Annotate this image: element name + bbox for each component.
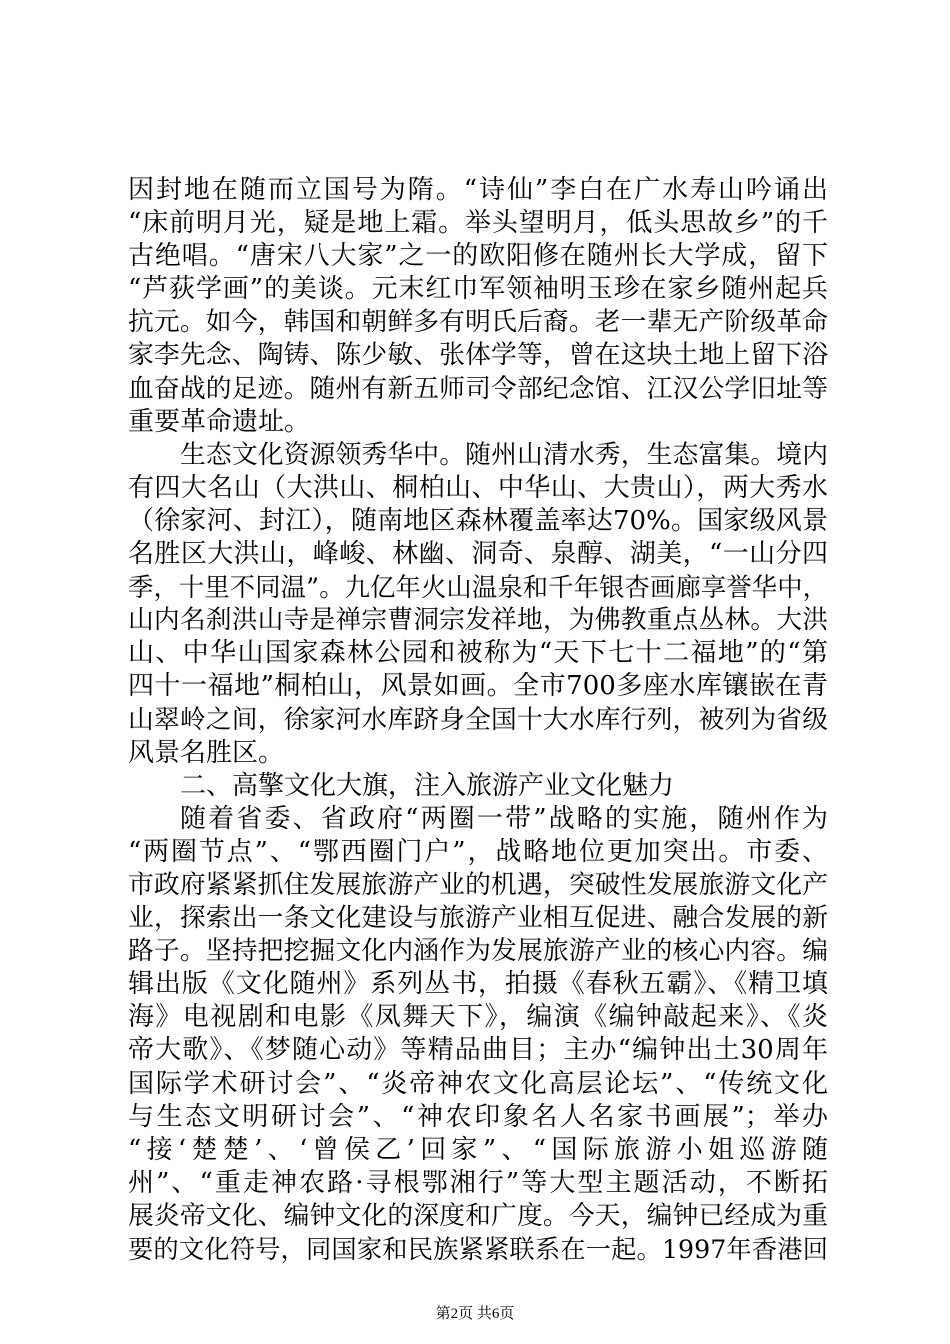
text-line: 业，探索出一条文化建设与旅游产业相互促进、融合发展的新 bbox=[128, 903, 828, 934]
text-line: 要的文化符号，同国家和民族紧紧联系在一起。1997年香港回 bbox=[128, 1235, 828, 1264]
text-line: 州”、“重走神农路·寻根鄂湘行”等大型主题活动，不断拓 bbox=[128, 1167, 828, 1198]
text-line: 山内名刹洪山寺是禅宗曹洞宗发祥地，为佛教重点丛林。大洪 bbox=[128, 605, 828, 636]
paragraph-start-line: 随着省委、省政府“两圈一带”战略的实施，随州作为 bbox=[180, 803, 828, 834]
text-line: 因封地在随而立国号为隋。“诗仙”李白在广水寿山吟诵出 bbox=[128, 175, 828, 205]
body-text bbox=[128, 174, 828, 1266]
text-line: 重要革命遗址。 bbox=[128, 406, 311, 437]
text-line: 抗元。如今，韩国和朝鲜多有明氏后裔。老一辈无产阶级革命 bbox=[128, 307, 828, 338]
text-line: 山翠岭之间，徐家河水库跻身全国十大水库行列，被列为省级 bbox=[128, 704, 828, 735]
text-line: 国际学术研讨会”、“炎帝神农文化高层论坛”、“传统文化 bbox=[128, 1068, 828, 1099]
page-number-footer: 第2页 共6页 bbox=[435, 1306, 515, 1322]
text-line: 古绝唱。“唐宋八大家”之一的欧阳修在随州长大学成，留下 bbox=[128, 241, 828, 272]
text-line: 风景名胜区。 bbox=[128, 737, 285, 768]
text-line: 山、中华山国家森林公园和被称为“天下七十二福地”的“第 bbox=[128, 638, 828, 669]
text-line: 四十一福地”桐柏山，风景如画。全市700多座水库镶嵌在青 bbox=[128, 671, 828, 702]
text-line: 季，十里不同温”。九亿年火山温泉和千年银杏画廊享誉华中， bbox=[128, 572, 828, 603]
text-line: 市政府紧紧抓住发展旅游产业的机遇，突破性发展旅游文化产 bbox=[128, 869, 828, 900]
text-line: 展炎帝文化、编钟文化的深度和广度。今天，编钟已经成为重 bbox=[128, 1200, 828, 1231]
text-line: 有四大名山（大洪山、桐柏山、中华山、大贵山），两大秀水 bbox=[128, 472, 828, 503]
text-line: “床前明月光，疑是地上霜。举头望明月，低头思故乡”的千 bbox=[128, 208, 828, 239]
paragraph-start-line: 生态文化资源领秀华中。随州山清水秀，生态富集。境内 bbox=[180, 439, 828, 470]
text-line: “接‘楚楚’、‘曾侯乙’回家”、“国际旅游小姐巡游随 bbox=[128, 1134, 828, 1165]
text-line: 家李先念、陶铸、陈少敏、张体学等，曾在这块土地上留下浴 bbox=[128, 340, 828, 371]
text-line: 血奋战的足迹。随州有新五师司令部纪念馆、江汉公学旧址等 bbox=[128, 373, 828, 404]
section-heading: 二、高擎文化大旗，注入旅游产业文化魅力 bbox=[180, 770, 675, 801]
text-line: 帝大歌》、《梦随心动》等精品曲目；主办“编钟出土30周年 bbox=[128, 1035, 828, 1066]
text-line: （徐家河、封江），随南地区森林覆盖率达70%。国家级风景 bbox=[128, 505, 828, 536]
text-line: 名胜区大洪山，峰峻、林幽、洞奇、泉醇、湖美，“一山分四 bbox=[128, 539, 828, 570]
text-line: 海》电视剧和电影《凤舞天下》，编演《编钟敲起来》、《炎 bbox=[128, 1002, 828, 1033]
text-line: 辑出版《文化随州》系列丛书，拍摄《春秋五霸》、《精卫填 bbox=[128, 969, 828, 1000]
text-line: “芦荻学画”的美谈。元末红巾军领袖明玉珍在家乡随州起兵 bbox=[128, 274, 828, 305]
text-line: “两圈节点”、“鄂西圈门户”，战略地位更加突出。市委、 bbox=[128, 836, 828, 867]
text-line: 与生态文明研讨会”、“神农印象名人名家书画展”；举办 bbox=[128, 1101, 828, 1132]
text-line: 路子。坚持把挖掘文化内涵作为发展旅游产业的核心内容。编 bbox=[128, 936, 828, 967]
